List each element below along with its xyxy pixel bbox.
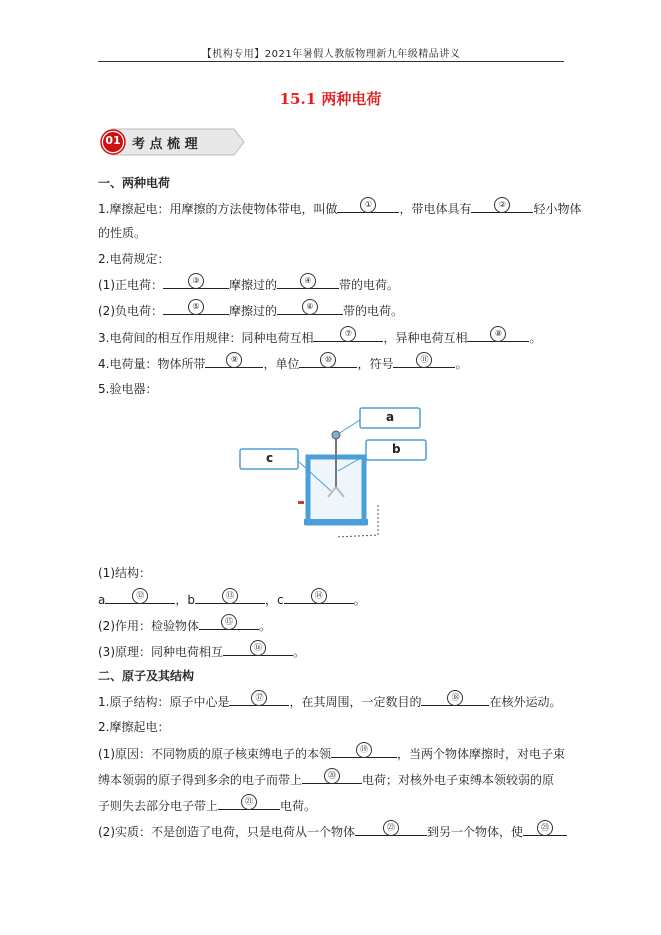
text-line: 1.原子结构：原子中心是 ⑰ ，在其周围，一定数目的 ⑱ 在核外运动。 (98, 693, 561, 710)
text-line: (2)负电荷： ⑤ 摩擦过的 ⑥ 带的电荷。 (98, 302, 403, 319)
text-line: (1)正电荷： ③ 摩擦过的 ④ 带的电荷。 (98, 276, 399, 293)
label-a: a (386, 410, 395, 424)
section-heading-1: 一、两种电荷 (98, 176, 171, 190)
page-header: 【机构专用】2021年暑假人教版物理新九年级精品讲义 (201, 49, 461, 60)
text-line: (1)结构： (98, 566, 151, 580)
text-line: 2.电荷规定： (98, 252, 170, 266)
badge-text: 考 点 梳 理 (132, 137, 198, 152)
text-line: 4.电荷量：物体所带 ⑨ ，单位 ⑩ ，符号 ⑪ 。 (98, 355, 468, 372)
electroscope-figure (236, 405, 436, 550)
section-heading-2: 二、原子及其结构 (98, 669, 195, 683)
text-line: (2)实质：不是创造了电荷，只是电荷从一个物体 ㉒ 到另一个物体，使 ㉓ (98, 823, 567, 840)
text-line: 缚本领弱的原子得到多余的电子而带上 ⑳ 电荷；对核外电子束缚本领较弱的原 (98, 771, 554, 788)
badge-number: 01 (105, 134, 121, 147)
text-line: 5.验电器： (98, 382, 158, 396)
label-c: c (266, 451, 274, 465)
label-b: b (392, 442, 401, 456)
text-line: (3)原理：同种电荷相互 ⑯ 。 (98, 643, 305, 660)
header-divider (98, 61, 564, 62)
text-line: (1)原因：不同物质的原子核束缚电子的本领 ⑲ ，当两个物体摩擦时，对电子束 (98, 745, 565, 762)
text-line: 3.电荷间的相互作用规律：同种电荷互相 ⑦ ，异种电荷互相 ⑧ 。 (98, 329, 541, 346)
text-line: 2.摩擦起电： (98, 720, 170, 734)
text-line: 的性质。 (98, 226, 147, 240)
text-line: (2)作用：检验物体 ⑮ 。 (98, 617, 271, 634)
text-line: 子则失去部分电子带上 ㉑ 电荷。 (98, 797, 316, 814)
text-line: a ⑫ ，b ⑬ ，c ⑭ 。 (98, 591, 366, 608)
section-badge (98, 127, 246, 157)
text-line: 1.摩擦起电：用摩擦的方法使物体带电，叫做 ① ，带电体具有 ② 轻小物体 (98, 200, 581, 217)
page-title: 15.1 两种电荷 (279, 90, 382, 108)
